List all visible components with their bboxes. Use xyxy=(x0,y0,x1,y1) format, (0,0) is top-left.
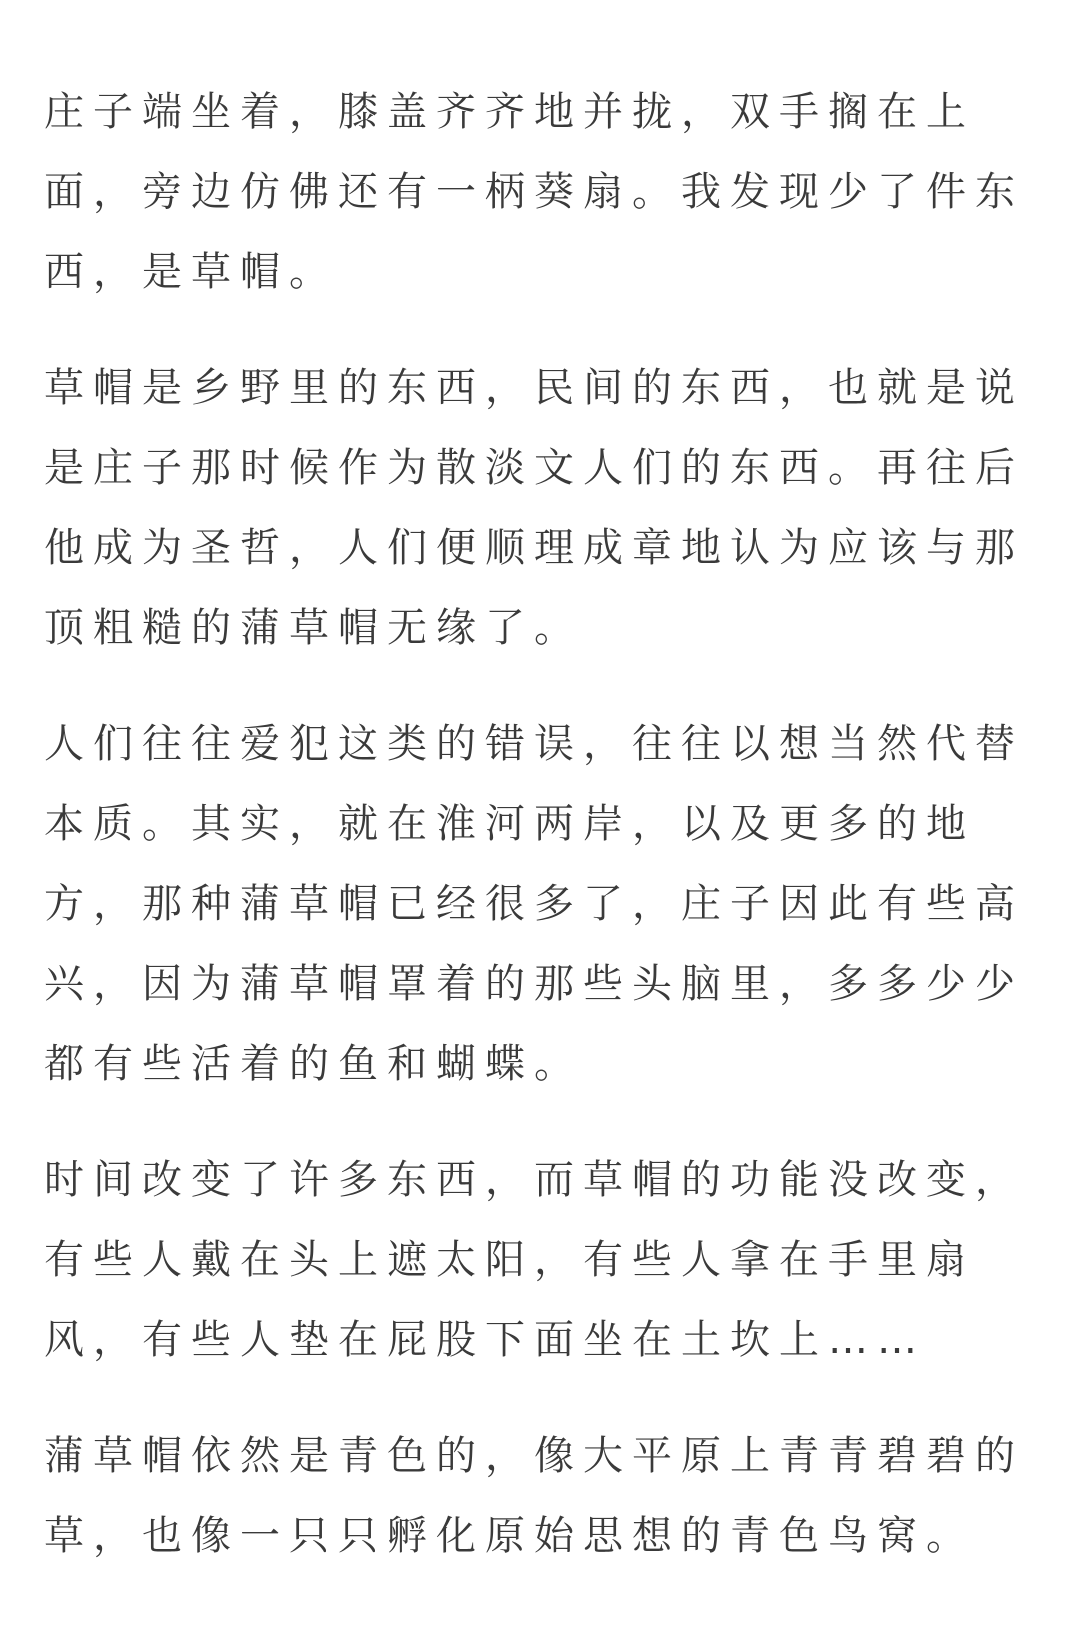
text-line: 风，有些人垫在屁股下面坐在土坎上…… xyxy=(44,1317,926,1363)
paragraph-4 xyxy=(44,1140,1040,1380)
text-line: 是庄子那时候作为散淡文人们的东西。再往后 xyxy=(44,445,1024,491)
paragraph-1 xyxy=(44,72,1040,312)
text-line: 人们往往爱犯这类的错误，往往以想当然代替 xyxy=(44,721,1024,767)
text-line: 顶粗糙的蒲草帽无缘了。 xyxy=(44,605,583,651)
text-line: 都有些活着的鱼和蝴蝶。 xyxy=(44,1041,583,1087)
paragraph-3 xyxy=(44,704,1040,1104)
text-line: 本质。其实，就在淮河两岸，以及更多的地 xyxy=(44,801,975,847)
text-line: 草帽是乡野里的东西，民间的东西，也就是说 xyxy=(44,365,1024,411)
text-line: 方，那种蒲草帽已经很多了，庄子因此有些高 xyxy=(44,881,1024,927)
article-body xyxy=(44,72,1040,1576)
text-line: 兴，因为蒲草帽罩着的那些头脑里，多多少少 xyxy=(44,961,1024,1007)
text-line: 西，是草帽。 xyxy=(44,249,338,295)
paragraph-5 xyxy=(44,1416,1040,1576)
text-line: 蒲草帽依然是青色的，像大平原上青青碧碧的 xyxy=(44,1433,1024,1479)
text-line: 他成为圣哲，人们便顺理成章地认为应该与那 xyxy=(44,525,1024,571)
text-line: 庄子端坐着，膝盖齐齐地并拢，双手搁在上 xyxy=(44,89,975,135)
text-line: 时间改变了许多东西，而草帽的功能没改变， xyxy=(44,1157,1024,1203)
text-line: 面，旁边仿佛还有一柄葵扇。我发现少了件东 xyxy=(44,169,1024,215)
paragraph-2 xyxy=(44,348,1040,668)
text-line: 草，也像一只只孵化原始思想的青色鸟窝。 xyxy=(44,1513,975,1559)
text-line: 有些人戴在头上遮太阳，有些人拿在手里扇 xyxy=(44,1237,975,1283)
